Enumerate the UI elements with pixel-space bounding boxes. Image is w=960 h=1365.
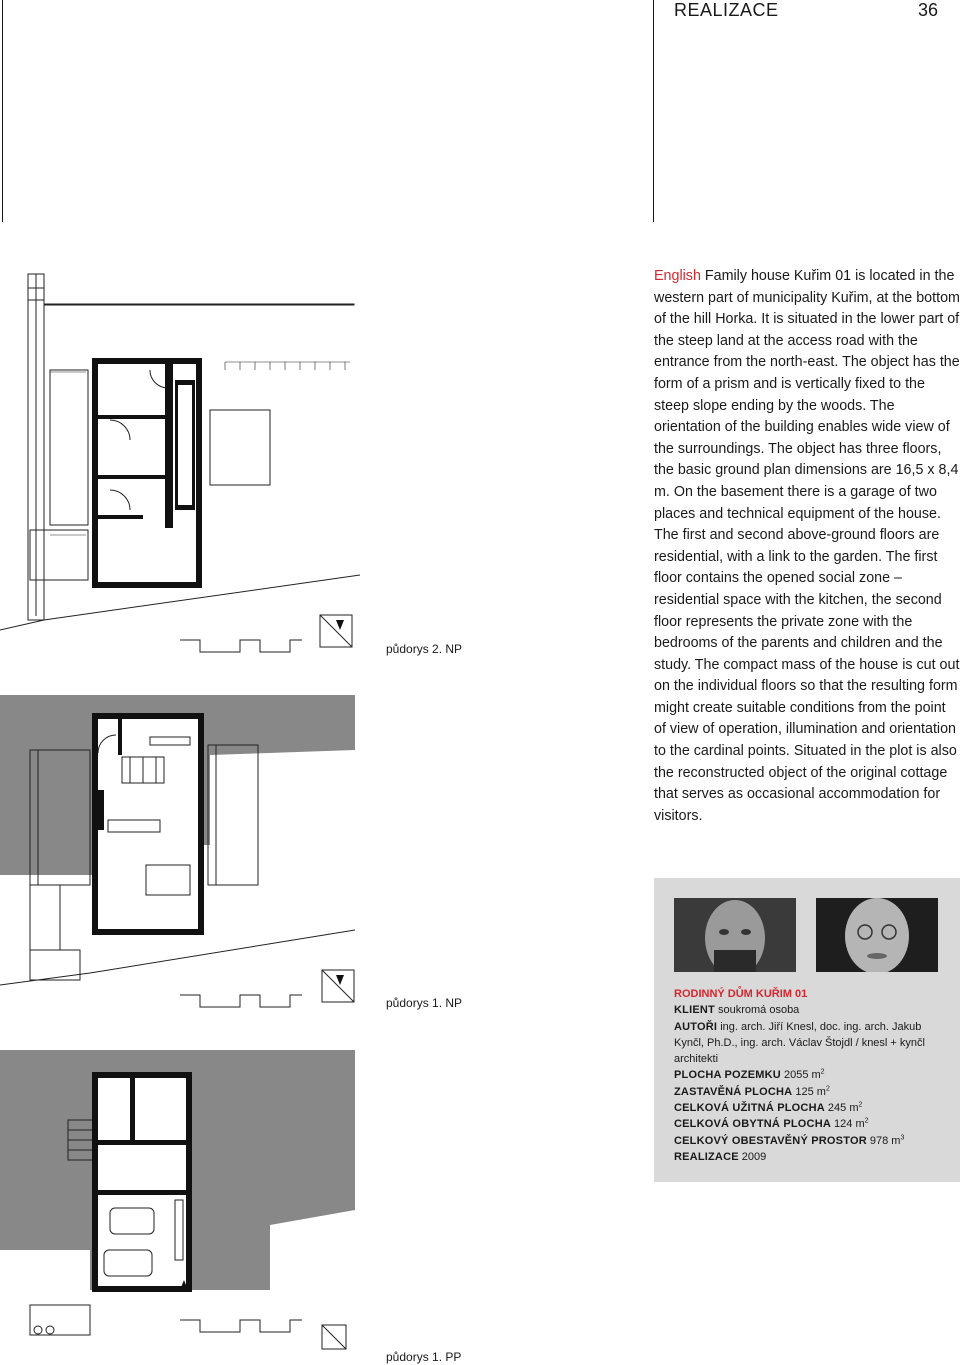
info-volume: CELKOVÝ OBESTAVĚNÝ PROSTOR 978 $m^3$	[674, 1134, 905, 1147]
info-realization: REALIZACE 2009	[674, 1150, 767, 1163]
caption-2np: půdorys 2. NP	[386, 642, 463, 656]
info-title: RODINNÝ DŮM KUŘIM 01	[674, 988, 808, 1000]
body-text: is located in the western part of municipality Kuřim, at the bottom of the hill Horka. It is situated in the lower part of the steep land at the access road with the entrance from the north-east. The object has the form of a prism and is vertically fixed to the steep slope ending by the woods. The orientation of the building enables wide view of the surroundings. The object has three floors, the basic ground plan dimensions are 16,5 x 8,4 m. On the basement there is a garage of two places and technical equipment of the house. The first and second above-ground floors are residential, with a link to the garden. The first floor contains the opened social zone – residential space with the kitchen, the second floor represents the private zone with the bedrooms of the parents and children and the study. The compact mass of the house is cut out on the individual floors so that the resulting form might create suitable conditions from the point of view of operation, illumination and orientation to the cardinal points. Situated in the plot is also the reconstructed object of the original cottage that serves as occasional accommodation for visitors.	[654, 268, 960, 824]
section-title: REALIZACE	[674, 0, 779, 20]
caption-1pp: půdorys 1. PP	[386, 1350, 462, 1364]
author-portrait-1	[674, 898, 796, 972]
project-info-lines	[674, 986, 949, 1165]
project-name: Family house Kuřim 01	[704, 268, 852, 284]
left-rule	[2, 0, 3, 222]
info-client: KLIENT soukromá osoba	[674, 1004, 800, 1017]
floor-plan-1np	[0, 695, 380, 1015]
floor-plan-1pp	[0, 1050, 380, 1350]
center-rule	[653, 0, 654, 222]
floor-plan-2np	[0, 270, 380, 660]
caption-1np: půdorys 1. NP	[386, 996, 463, 1010]
project-info-box	[654, 878, 960, 1182]
info-living-area: CELKOVÁ OBYTNÁ PLOCHA 124 $m^2$	[674, 1117, 869, 1131]
page-number: 36	[917, 0, 938, 20]
author-portrait-2	[816, 898, 938, 972]
info-usable-area: CELKOVÁ UŽITNÁ PLOCHA 245 $m^2$	[674, 1101, 863, 1115]
language-label: English	[654, 268, 701, 284]
article-body	[654, 266, 960, 827]
info-plot-area: PLOCHA POZEMKU 2055 $m^2$	[674, 1068, 825, 1082]
info-built-area: ZASTAVĚNÁ PLOCHA 125 $m^2$	[674, 1085, 830, 1098]
info-authors: AUTOŘI ing. arch. Jiří Knesl, doc. ing. arch. Jakub Kynčl, Ph.D., ing. arch. Václav Štojdl / knesl + kynčl architekti	[674, 1020, 925, 1066]
